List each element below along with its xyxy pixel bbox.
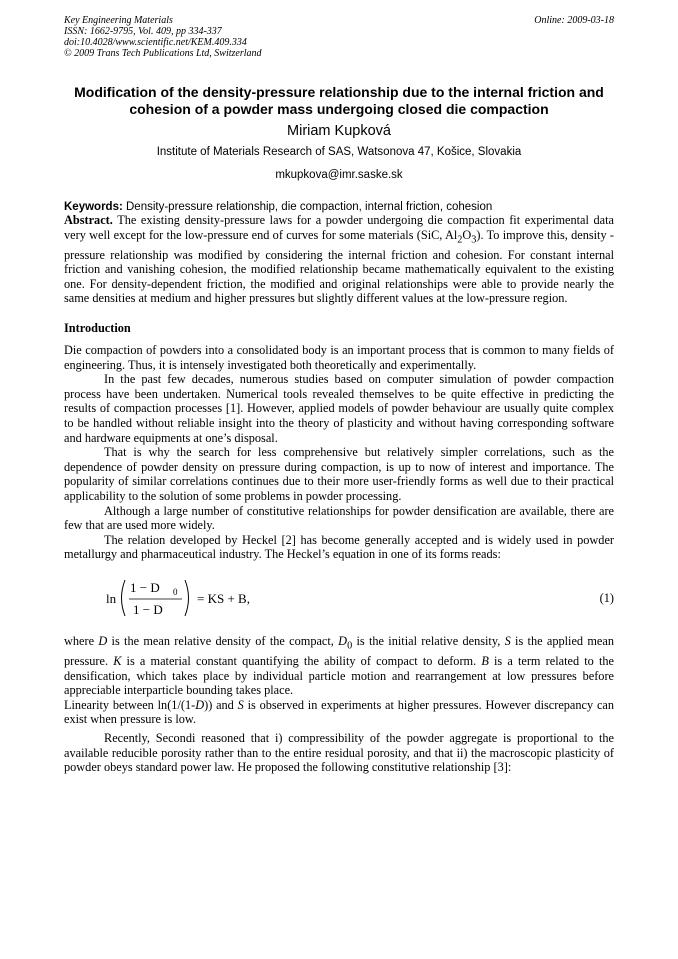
- intro-paragraph-1: Die compaction of powders into a consolidated body is an important process that is common to many fields of engineering. Thus, it is intensely investigated both theoretically and experimentally.: [64, 343, 614, 372]
- abstract-text-1: The existing density-pressure laws for a powder undergoing die compaction fit experimental data very well except for the low-pressure end of curves for some materials (SiC, Al: [64, 213, 614, 242]
- eq-ln: ln: [106, 590, 117, 606]
- introduction-heading: Introduction: [64, 321, 131, 336]
- lin-text-c: is observed in experiments at higher pressures. However discrepancy can exist when pressure is low.: [64, 697, 615, 727]
- author-name: Miriam Kupková: [287, 123, 391, 139]
- equation-1: [64, 572, 614, 624]
- defs-text-e: is a material constant quantifying the ability of compact to deform.: [121, 653, 482, 668]
- var-K: K: [113, 653, 122, 668]
- doi-line[interactable]: doi:10.4028/www.scientific.net/KEM.409.334: [64, 37, 247, 48]
- eq-left-paren: [122, 580, 126, 616]
- keywords: [64, 201, 614, 213]
- online-date: Online: 2009-03-18: [534, 15, 614, 26]
- copyright-line: © 2009 Trans Tech Publications Ltd, Switzerland: [64, 48, 262, 59]
- journal-header: [64, 15, 614, 59]
- author-email[interactable]: mkupkova@imr.saske.sk: [275, 169, 403, 181]
- eq-denominator: 1 − D: [133, 601, 163, 617]
- lin-var-D: D: [195, 697, 205, 712]
- equation-number: (1): [599, 590, 614, 605]
- lin-text-a: Linearity between ln(1/(1-: [64, 697, 196, 712]
- lin-var-S: S: [237, 697, 244, 712]
- keywords-label: Keywords:: [64, 201, 123, 213]
- defs-text-b: is the mean relative density of the compact,: [107, 633, 339, 648]
- var-B: B: [481, 653, 489, 668]
- defs-text-a: where: [64, 633, 99, 648]
- abstract-text-2: ). To improve this, density - pressure relationship was modified by considering the internal friction and cohesion. For constant internal friction and vanishing cohesion, the modified relationship became mathematically equivalent to the existing one. For density-dependent friction, the modified and original relationships were able to provide nearly the same densities at medium and higher pressures but slightly different values at the low-pressure region.: [64, 227, 614, 306]
- lin-text-b: )) and: [204, 697, 238, 712]
- abstract-sub-3: 3: [471, 234, 477, 246]
- keywords-text: Density-pressure relationship, die compaction, internal friction, cohesion: [122, 201, 493, 213]
- intro-paragraph-2: In the past few decades, numerous studies based on computer simulation of powder compaction process have been undertaken. Numerical tools revealed themselves to be quite effective in predicting the results of compaction processes [1]. However, applied models of powder behaviour are usually quite complex to be handled without reliable insight into the theory of plasticity and without having corresponding software and hardware equipments at one’s disposal.: [64, 372, 614, 445]
- intro-paragraph-5: The relation developed by Heckel [2] has become generally accepted and is widely used in powder metallurgy and pharmaceutical industry. The Heckel’s equation in one of its forms reads:: [64, 532, 614, 562]
- eq-right-paren: [185, 580, 189, 616]
- var-S: S: [504, 633, 511, 648]
- secondi-paragraph: Recently, Secondi reasoned that i) compressibility of the powder aggregate is proportional to the available reducible porosity rather than to the entire residual porosity, and that ii) the macroscopic plasticity of powder obeys standard power law. He proposed the following constitutive relationship [3]:: [64, 730, 614, 775]
- intro-paragraph-3: That is why the search for less comprehensive but relatively simpler correlations, such as the dependence of powder density on pressure during compaction, is up to now of interest and importance. The popularity of similar correlations continues due to their more user-friendly forms as well due to their practical applicability to the solution of some problems in powder processing.: [64, 445, 614, 503]
- journal-name: Key Engineering Materials: [64, 15, 173, 26]
- defs-text-d: is the applied mean pressure.: [64, 633, 614, 668]
- intro-paragraph-4: Although a large number of constitutive relationships for powder densification are available, there are few that are used more widely.: [64, 503, 614, 533]
- abstract: [64, 213, 614, 306]
- eq-rhs: = KS + B,: [197, 590, 250, 606]
- issn-line: ISSN: 1662-9795, Vol. 409, pp 334-337: [64, 26, 222, 37]
- paper-title: Modification of the density-pressure relationship due to the internal friction and cohesion of a powder mass undergoing closed die compaction: [74, 84, 604, 117]
- abstract-mid: O: [462, 227, 472, 242]
- linearity-paragraph: [64, 698, 614, 727]
- abstract-sub-2: 2: [457, 234, 463, 246]
- affiliation: Institute of Materials Research of SAS, Watsonova 47, Košice, Slovakia: [156, 146, 522, 158]
- variable-definitions: [64, 634, 614, 698]
- var-D: D: [98, 633, 108, 648]
- defs-text-f: is a term related to the densification, which takes place by individual particle motion and rearrangement at low pressures before appreciable interparticle bounding takes place.: [64, 653, 614, 698]
- defs-text-c: is the initial relative density,: [352, 633, 505, 648]
- paper-page: [64, 15, 614, 775]
- equation-1-formula: [106, 572, 366, 624]
- var-D0-sub: 0: [347, 640, 353, 652]
- eq-numerator-sub: 0: [173, 586, 178, 597]
- var-D0: D: [338, 633, 348, 648]
- abstract-label: Abstract.: [64, 213, 113, 227]
- eq-numerator: 1 − D: [130, 579, 160, 595]
